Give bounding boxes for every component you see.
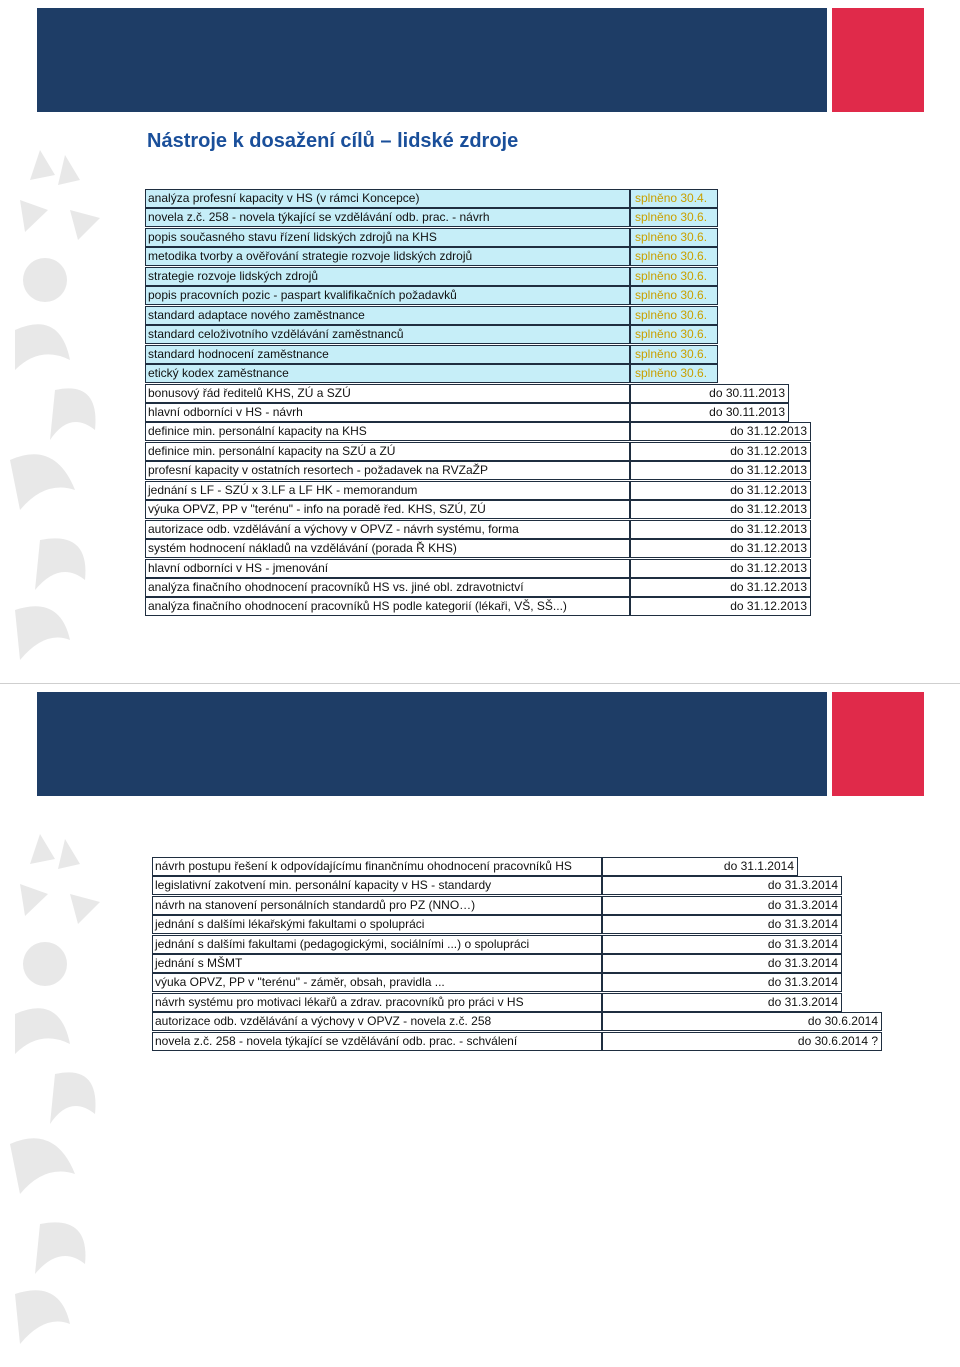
header-accent	[832, 8, 924, 112]
status-cell: do 30.11.2013	[630, 403, 789, 422]
task-cell: popis pracovních pozic - paspart kvalifikačních požadavků	[145, 286, 630, 305]
task-cell: jednání s LF - SZÚ x 3.LF a LF HK - memorandum	[145, 481, 630, 500]
status-cell: do 30.6.2014 ?	[602, 1032, 882, 1051]
status-cell: do 31.12.2013	[630, 578, 811, 597]
task-cell: autorizace odb. vzdělávání a výchovy v OPVZ - návrh systému, forma	[145, 520, 630, 539]
task-cell: standard hodnocení zaměstnance	[145, 345, 630, 364]
task-cell: standard celoživotního vzdělávání zaměstnanců	[145, 325, 630, 344]
status-cell: do 31.12.2013	[630, 422, 811, 441]
status-cell: do 31.12.2013	[630, 520, 811, 539]
task-cell: standard adaptace nového zaměstnance	[145, 306, 630, 325]
header-accent	[832, 692, 924, 796]
task-cell: jednání s dalšími fakultami (pedagogickými, sociálními ...) o spolupráci	[152, 935, 602, 954]
status-cell: splněno 30.4.	[630, 189, 718, 208]
task-cell: popis současného stavu řízení lidských zdrojů na KHS	[145, 228, 630, 247]
header-band	[37, 8, 827, 112]
header-band	[37, 692, 827, 796]
status-cell: do 31.3.2014	[602, 915, 842, 934]
page-title: Nástroje k dosažení cílů – lidské zdroje	[147, 130, 519, 152]
status-cell: do 31.12.2013	[630, 461, 811, 480]
status-cell: do 31.3.2014	[602, 954, 842, 973]
status-cell: do 31.3.2014	[602, 935, 842, 954]
status-cell: splněno 30.6.	[630, 325, 718, 344]
task-cell: profesní kapacity v ostatních resortech - požadavek na RVZaŽP	[145, 461, 630, 480]
task-cell: jednání s MŠMT	[152, 954, 602, 973]
status-cell: do 31.3.2014	[602, 993, 842, 1012]
slide-2	[0, 684, 960, 1367]
status-cell: do 31.1.2014	[602, 857, 798, 876]
status-cell: splněno 30.6.	[630, 247, 718, 266]
task-cell: definice min. personální kapacity na KHS	[145, 422, 630, 441]
status-cell: do 31.12.2013	[630, 597, 811, 616]
task-cell: návrh postupu řešení k odpovídajícímu finančnímu ohodnocení pracovníků HS	[152, 857, 602, 876]
status-cell: do 31.12.2013	[630, 559, 811, 578]
status-cell: splněno 30.6.	[630, 267, 718, 286]
status-cell: do 30.11.2013	[630, 384, 789, 403]
task-cell: bonusový řád ředitelů KHS, ZÚ a SZÚ	[145, 384, 630, 403]
status-cell: do 31.12.2013	[630, 539, 811, 558]
task-cell: analýza profesní kapacity v HS (v rámci Koncepce)	[145, 189, 630, 208]
status-cell: splněno 30.6.	[630, 306, 718, 325]
status-cell: splněno 30.6.	[630, 364, 718, 383]
status-cell: splněno 30.6.	[630, 286, 718, 305]
status-cell: do 30.6.2014	[602, 1012, 882, 1031]
task-cell: legislativní zakotvení min. personální kapacity v HS - standardy	[152, 876, 602, 895]
status-cell: do 31.3.2014	[602, 896, 842, 915]
task-cell: analýza finačního ohodnocení pracovníků HS podle kategorií (lékaři, VŠ, SŠ...)	[145, 597, 630, 616]
task-cell: návrh systému pro motivaci lékařů a zdrav. pracovníků pro práci v HS	[152, 993, 602, 1012]
task-cell: analýza finačního ohodnocení pracovníků HS vs. jiné obl. zdravotnictví	[145, 578, 630, 597]
task-cell: strategie rozvoje lidských zdrojů	[145, 267, 630, 286]
status-cell: do 31.12.2013	[630, 442, 811, 461]
status-cell: do 31.12.2013	[630, 500, 811, 519]
task-cell: definice min. personální kapacity na SZÚ a ZÚ	[145, 442, 630, 461]
status-cell: do 31.12.2013	[630, 481, 811, 500]
task-cell: návrh na stanovení personálních standardů pro PZ (NNO…)	[152, 896, 602, 915]
task-cell: novela z.č. 258 - novela týkající se vzdělávání odb. prac. - schválení	[152, 1032, 602, 1051]
task-cell: výuka OPVZ, PP v "terénu" - info na poradě řed. KHS, SZÚ, ZÚ	[145, 500, 630, 519]
task-cell: jednání s dalšími lékařskými fakultami o spolupráci	[152, 915, 602, 934]
task-cell: systém hodnocení nákladů na vzdělávání (porada Ř KHS)	[145, 539, 630, 558]
task-cell: metodika tvorby a ověřování strategie rozvoje lidských zdrojů	[145, 247, 630, 266]
slide-1	[0, 0, 960, 683]
task-cell: hlavní odborníci v HS - jmenování	[145, 559, 630, 578]
status-cell: splněno 30.6.	[630, 208, 718, 227]
task-cell: hlavní odborníci v HS - návrh	[145, 403, 630, 422]
status-cell: do 31.3.2014	[602, 973, 842, 992]
task-cell: výuka OPVZ, PP v "terénu" - záměr, obsah, pravidla ...	[152, 973, 602, 992]
status-cell: splněno 30.6.	[630, 228, 718, 247]
task-cell: autorizace odb. vzdělávání a výchovy v OPVZ - novela z.č. 258	[152, 1012, 602, 1031]
sun-logo-watermark	[0, 824, 110, 1364]
sun-logo-watermark	[0, 140, 110, 680]
status-cell: do 31.3.2014	[602, 876, 842, 895]
status-cell: splněno 30.6.	[630, 345, 718, 364]
task-cell: novela z.č. 258 - novela týkající se vzdělávání odb. prac. - návrh	[145, 208, 630, 227]
task-cell: etický kodex zaměstnance	[145, 364, 630, 383]
